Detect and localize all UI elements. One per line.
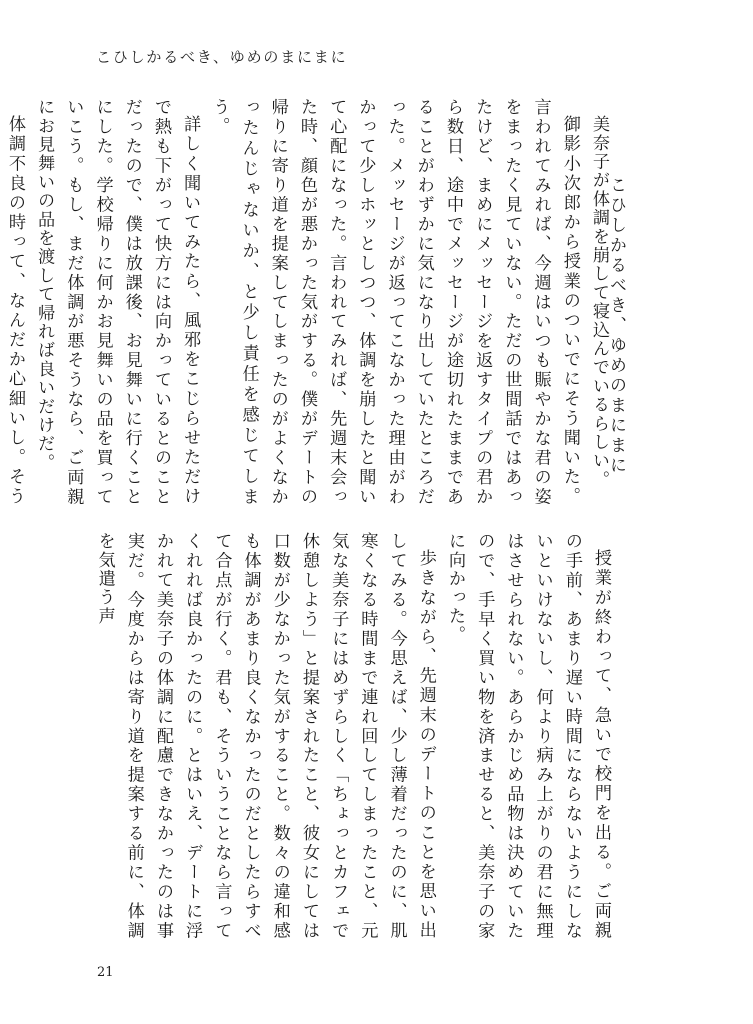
running-head: こひしかるべき、ゆめのまにまに [96,48,348,66]
paragraph-6: 歩きながら、先週末のデートのことを思い出してみる。今思えば、少し薄着だったのに、肌寒くなる時間まで連れ回してしまったこと、元気な美奈子にはめずらしく「ちょっとカフェで休憩しよう」と提案されたこと、彼女にしては口数が少なかった気がすること。数々の違和感も体調があまり良くなかったのだとしたらすべて合点が行く。君も、そういうことなら言ってくれれば良かったのに。とはいえ、デートに浮かれて美奈子の体調に配慮できなかったのは事実だ。今度からは寄り道を提案する前に、体調を気遣う声 [94,532,436,940]
page-number: 21 [97,965,114,980]
paragraph-1: 美奈子が体調を崩して寝込んでいるらしい。 [589,115,609,490]
upper-text-block [4,98,613,506]
paragraph-4: 体調不良の時って、なんだか心細いし。そう [4,115,25,506]
chapter-title: こひしかるべき、ゆめのまにまに [606,176,626,476]
paragraph-3: 詳しく聞いてみたら、風邪をこじらせただけで熱も下がって快方には向かっているとのことだったので、僕は放課後、お見舞いに行くことにした。学校帰りに何かお見舞いの品を買っていこう。もし、まだ体調が悪そうなら、ご両親にお見舞いの品を渡して帰れば良いだけだ。 [34,98,201,506]
paragraph-5: 授業が終わって、急いで校門を出る。ご両親の手前、あまり遅い時間にならないようにしないといけないし、何より病み上がりの君に無理はさせられない。あらかじめ品物は決めていたので、手早く買い物を済ませると、美奈子の家に向かった。 [444,532,611,940]
lower-text-block [94,532,615,940]
paragraph-2: 御影小次郎から授業のついでにそう聞いた。言われてみれば、今週はいつも賑やかな君の姿をまったく見ていない。ただの世間話ではあったけど、まめにメッセージを返すタイプの君から数日、途中でメッセージが途切れたままであることがわずかに気になり出していたところだった。メッセージが返ってこなかった理由がわかって少しホッとしつつ、体調を崩したと聞いて心配になった。言われてみれば、先週末会った時、顔色が悪かった気がする。僕がデートの帰りに寄り道を提案してしまったのがよくなかったんじゃないか、と少し責任を感じてしまう。 [209,98,580,506]
